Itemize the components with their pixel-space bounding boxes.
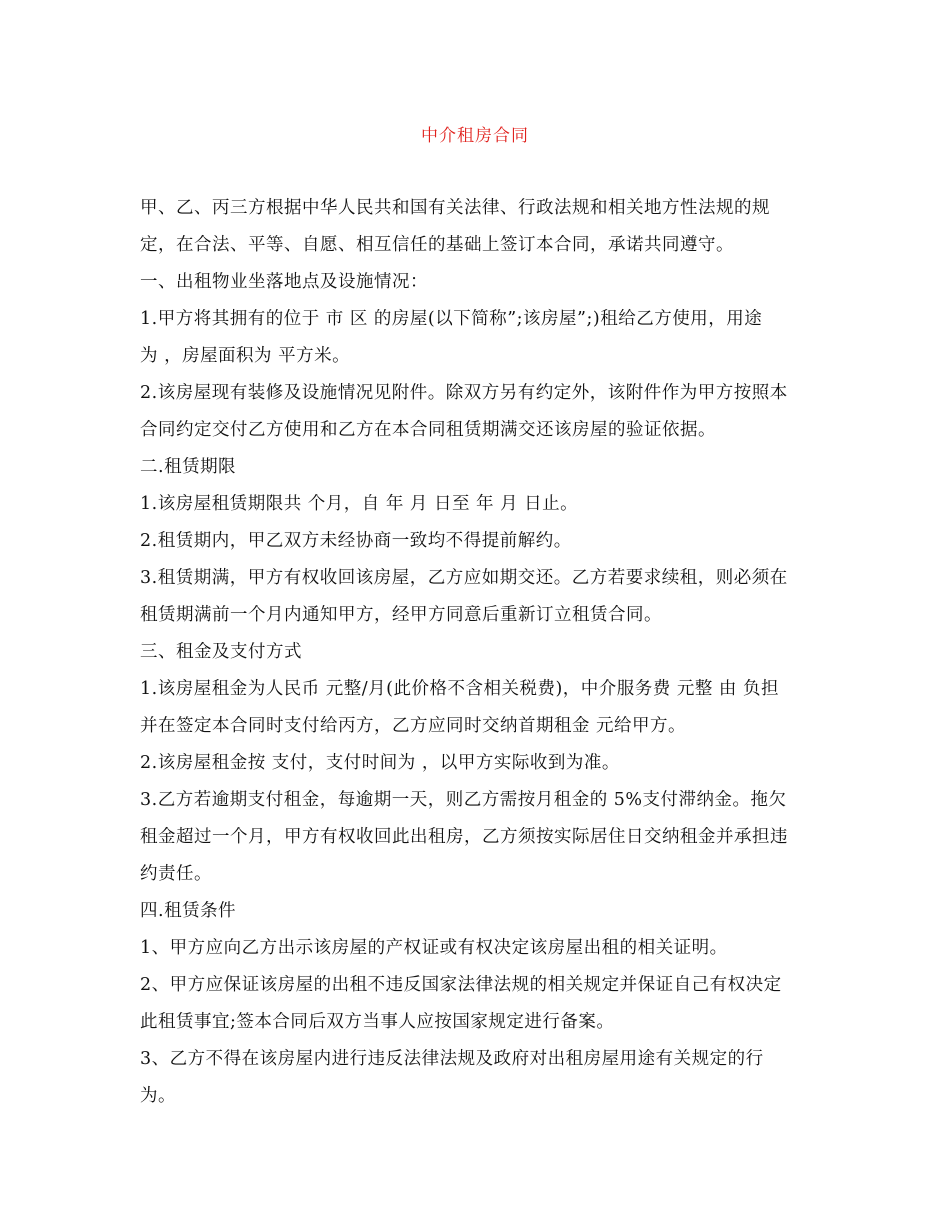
text-line: 定，在合法、平等、自愿、相互信任的基础上签订本合同，承诺共同遵守。 bbox=[140, 235, 734, 255]
text-line: 约责任。 bbox=[140, 864, 212, 884]
text-line: 1.甲方将其拥有的位于 市 区 的房屋(以下简称”;该房屋”;)租给乙方使用，用途 bbox=[140, 309, 763, 329]
text-line: 2.该房屋现有装修及设施情况见附件。除双方另有约定外，该附件作为甲方按照本 bbox=[140, 383, 788, 403]
text-line: 并在签定本合同时支付给丙方，乙方应同时交纳首期租金 元给甲方。 bbox=[140, 716, 687, 736]
text-line: 3、乙方不得在该房屋内进行违反法律法规及政府对出租房屋用途有关规定的行 bbox=[140, 1049, 764, 1069]
document-title: 中介租房合同 bbox=[421, 126, 529, 146]
section-heading: 四.租赁条件 bbox=[140, 901, 237, 921]
contract-body bbox=[140, 190, 820, 1115]
text-line: 1.该房屋租金为人民币 元整/月(此价格不含相关税费)，中介服务费 元整 由 负担 bbox=[140, 679, 779, 699]
text-line: 甲、乙、丙三方根据中华人民共和国有关法律、行政法规和相关地方性法规的规 bbox=[140, 198, 770, 218]
text-line: 3.乙方若逾期支付租金，每逾期一天，则乙方需按月租金的 5%支付滞纳金。拖欠 bbox=[140, 790, 787, 810]
text-line: 此租赁事宜;签本合同后双方当事人应按国家规定进行备案。 bbox=[140, 1012, 615, 1032]
text-line: 合同约定交付乙方使用和乙方在本合同租赁期满交还该房屋的验证依据。 bbox=[140, 420, 716, 440]
text-line: 3.租赁期满，甲方有权收回该房屋，乙方应如期交还。乙方若要求续租，则必须在 bbox=[140, 568, 788, 588]
text-line: 为 ，房屋面积为 平方米。 bbox=[140, 346, 351, 366]
section-heading: 二.租赁期限 bbox=[140, 457, 237, 477]
text-line: 为。 bbox=[140, 1086, 176, 1106]
text-line: 1、甲方应向乙方出示该房屋的产权证或有权决定该房屋出租的相关证明。 bbox=[140, 938, 728, 958]
section-heading: 三、租金及支付方式 bbox=[140, 642, 302, 662]
text-line: 1.该房屋租赁期限共 个月，自 年 月 日至 年 月 日止。 bbox=[140, 494, 579, 514]
section-heading: 一、出租物业坐落地点及设施情况： bbox=[140, 272, 428, 292]
text-line: 2.该房屋租金按 支付，支付时间为 ，以甲方实际收到为准。 bbox=[140, 753, 620, 773]
text-line: 租赁期满前一个月内通知甲方，经甲方同意后重新订立租赁合同。 bbox=[140, 605, 662, 625]
text-line: 2、甲方应保证该房屋的出租不违反国家法律法规的相关规定并保证自己有权决定 bbox=[140, 975, 782, 995]
text-line: 2.租赁期内，甲乙双方未经协商一致均不得提前解约。 bbox=[140, 531, 572, 551]
text-line: 租金超过一个月，甲方有权收回此出租房，乙方须按实际居住日交纳租金并承担违 bbox=[140, 827, 788, 847]
